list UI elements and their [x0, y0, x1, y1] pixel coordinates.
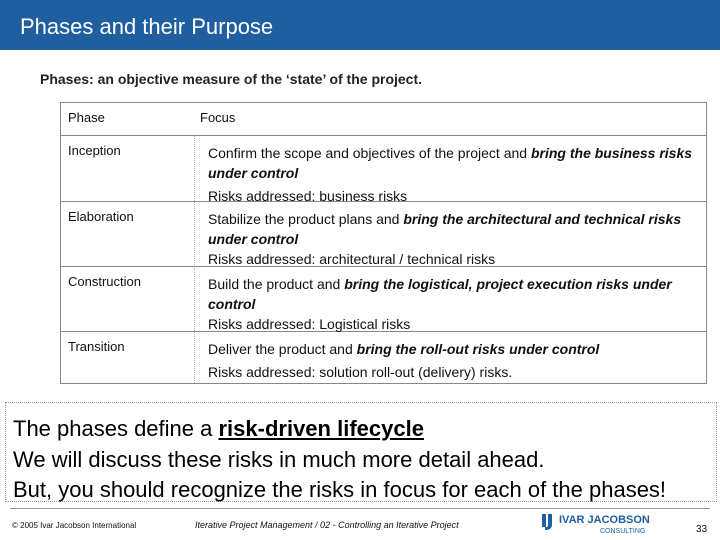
callout-line-1-text: The phases define a	[13, 416, 219, 441]
description-emphasis: bring the business risks under control	[208, 145, 693, 181]
table-row-inception	[61, 136, 706, 202]
slide-title: Phases and their Purpose	[20, 14, 274, 39]
phase-name: Construction	[68, 274, 141, 289]
phase-table	[60, 102, 707, 384]
callout-line-3: But, you should recognize the risks in focus for each of the phases!	[13, 477, 667, 502]
phase-focus	[208, 209, 700, 269]
phase-focus	[208, 143, 700, 206]
table-row-elaboration	[61, 202, 706, 267]
page-number: 33	[696, 524, 708, 535]
risks-addressed: Risks addressed: business risks	[208, 188, 408, 204]
phase-focus	[208, 339, 700, 382]
ivar-jacobson-logo-mark-icon	[542, 514, 552, 530]
footer-course-title: Iterative Project Management / 02 - Controlling an Iterative Project	[195, 520, 459, 530]
header-focus: Focus	[200, 110, 236, 125]
table-row-construction	[61, 267, 706, 332]
description-emphasis: bring the architectural and technical risks under control	[208, 211, 682, 247]
phase-name: Inception	[68, 143, 121, 158]
callout-box	[5, 402, 717, 502]
description-text: Build the product and	[208, 276, 345, 292]
description-text: Stabilize the product plans and	[208, 211, 404, 227]
logo-name: IVAR JACOBSON	[559, 514, 650, 526]
callout-line-2: We will discuss these risks in much more detail ahead.	[13, 447, 545, 472]
title-bar	[0, 0, 720, 50]
footer-copyright: © 2005 Ivar Jacobson International	[12, 521, 137, 530]
company-logo	[542, 511, 692, 535]
risks-addressed: Risks addressed: solution roll-out (delivery) risks.	[208, 364, 513, 380]
table-row-transition	[61, 332, 706, 382]
risks-addressed: Risks addressed: architectural / technical risks	[208, 251, 496, 267]
callout-line-1	[13, 416, 424, 442]
phase-description	[208, 339, 700, 359]
phase-description	[208, 274, 700, 314]
table-header-row	[61, 103, 706, 136]
phase-name: Transition	[68, 339, 125, 354]
phase-name: Elaboration	[68, 209, 134, 224]
description-text: Deliver the product and	[208, 341, 357, 357]
phase-description	[208, 209, 700, 249]
callout-emphasis: risk-driven lifecycle	[218, 416, 424, 441]
logo-subtitle: CONSULTING	[600, 528, 646, 535]
footer-rule	[10, 508, 710, 509]
description-emphasis: bring the roll-out risks under control	[356, 341, 600, 357]
description-text: Confirm the scope and objectives of the project and	[208, 145, 531, 161]
slide-subtitle: Phases: an objective measure of the ‘state’ of the project.	[40, 71, 423, 87]
description-emphasis: bring the logistical, project execution risks under control	[208, 276, 672, 312]
risks-addressed: Risks addressed: Logistical risks	[208, 316, 411, 332]
header-phase: Phase	[68, 110, 105, 125]
phase-description	[208, 143, 700, 183]
phase-focus	[208, 274, 700, 334]
